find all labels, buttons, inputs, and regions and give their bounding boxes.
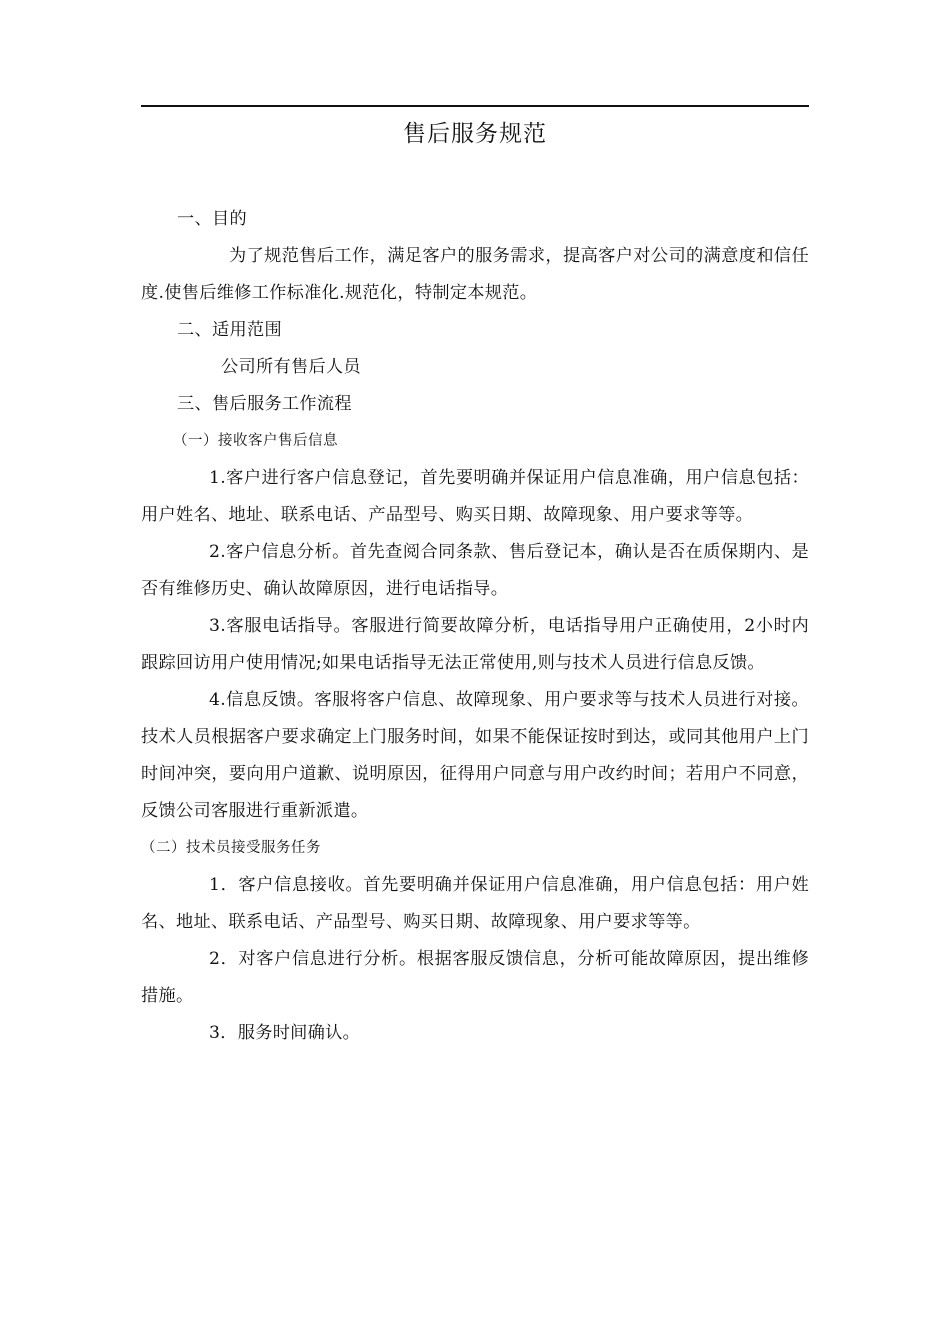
list-item: 1.客户进行客户信息登记，首先要明确并保证用户信息准确，用户信息包括：用户姓名、地址、联系电话、产品型号、购买日期、故障现象、用户要求等等。: [141, 468, 809, 525]
list-item: 4.信息反馈。客服将客户信息、故障现象、用户要求等与技术人员进行对接。技术人员根据客户要求确定上门服务时间，如果不能保证按时到达，或同其他用户上门时间冲突，要向用户道歉、说明原因，征得用户同意与用户改约时间；若用户不同意，反馈公司客服进行重新派遣。: [141, 690, 809, 821]
section-body-scope: 公司所有售后人员: [221, 357, 361, 377]
list-item: 2.客户信息分析。首先查阅合同条款、售后登记本，确认是否在质保期内、是否有维修历史、确认故障原因，进行电话指导。: [141, 542, 809, 599]
list-item: 3.客服电话指导。客服进行简要故障分析，电话指导用户正确使用，2小时内跟踪回访用户使用情况;如果电话指导无法正常使用,则与技术人员进行信息反馈。: [141, 616, 809, 673]
section-body-purpose: 为了规范售后工作，满足客户的服务需求，提高客户对公司的满意度和信任度.使售后维修工作标准化.规范化，特制定本规范。: [141, 246, 809, 303]
section-heading-scope: 二、适用范围: [177, 320, 282, 340]
subsection-heading-technician-task: （二）技术员接受服务任务: [141, 840, 321, 856]
section-heading-purpose: 一、目的: [177, 209, 247, 229]
document-body: [141, 201, 809, 1052]
list-item: 1．客户信息接收。首先要明确并保证用户信息准确，用户信息包括：用户姓名、地址、联系电话、产品型号、购买日期、故障现象、用户要求等等。: [141, 875, 809, 932]
list-item: 2．对客户信息进行分析。根据客服反馈信息，分析可能故障原因，提出维修措施。: [141, 949, 809, 1006]
header-rule: [141, 105, 809, 107]
subsection-heading-receive-info: （一）接收客户售后信息: [173, 433, 338, 449]
document-title: 售后服务规范: [403, 121, 547, 147]
list-item: 3．服务时间确认。: [209, 1023, 361, 1043]
section-heading-workflow: 三、售后服务工作流程: [177, 394, 352, 414]
